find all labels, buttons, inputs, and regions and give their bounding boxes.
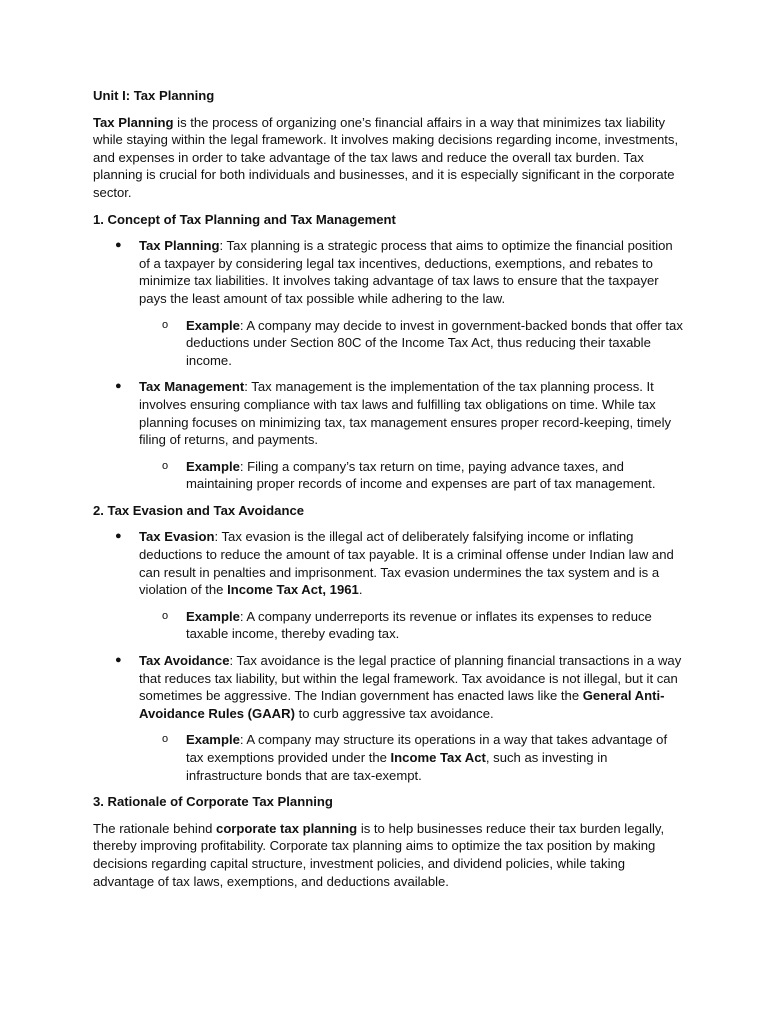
example-term: Example — [186, 317, 240, 333]
item-text-end: to curb aggressive tax avoidance. — [294, 705, 494, 721]
sub-list — [139, 458, 683, 493]
item-term: Tax Management — [139, 379, 245, 395]
bullet-dot: ● — [115, 654, 122, 667]
example-term: Example — [186, 458, 240, 474]
bullet-circle: o — [162, 733, 169, 746]
intro-text: is the process of organizing one’s financial affairs in a way that minimizes tax liability while staying within the legal framework. It involves making decisions regarding income, investments, and expenses in order to take advantage of the tax laws and reduce the overall tax burden. Tax planning is crucial for both individuals and businesses, and it is especially significant in the corporate sector. — [93, 114, 679, 200]
example-item — [139, 608, 683, 643]
list-item-tax-evasion — [93, 528, 683, 643]
section3-bold: corporate tax planning — [216, 820, 358, 836]
item-term: Tax Planning — [139, 238, 220, 254]
section3-text-end: is to help businesses reduce their tax burden legally, thereby improving profitability. Corporate tax planning aims to optimize the tax position by making decisions regarding capital structure, investment policies, and dividend policies, while taking advantage of tax laws, exemptions, and deductions available. — [93, 820, 665, 889]
section1-list — [93, 237, 683, 493]
intro-term: Tax Planning — [93, 114, 174, 130]
example-text: : A company may structure its operations in a way that takes advantage of tax exemptions provided under the — [186, 732, 668, 765]
example-text: : Filing a company’s tax return on time, paying advance taxes, and maintaining proper records of income and expenses are part of tax management. — [186, 458, 656, 492]
example-item — [139, 317, 683, 370]
intro-paragraph — [93, 114, 683, 202]
example-item — [139, 458, 683, 493]
document-title: Unit I: Tax Planning — [93, 88, 215, 103]
item-text: : Tax management is the implementation of the tax planning process. It involves ensuring compliance with tax laws and fulfilling tax obligations on time. While tax planning focuses on minimizing tax, tax management ensures proper record-keeping, timely filing of returns, and payments. — [139, 379, 672, 448]
bullet-circle: o — [162, 459, 169, 472]
item-bold-ref: Income Tax Act, 1961 — [227, 582, 359, 598]
example-term: Example — [186, 608, 240, 624]
sub-list — [139, 731, 683, 784]
example-text: : A company underreports its revenue or inflates its expenses to reduce taxable income, thereby evading tax. — [186, 608, 652, 642]
item-text-end: . — [358, 582, 363, 598]
item-text: : Tax avoidance is the legal practice of planning financial transactions in a way that reduces tax liability, but within the legal framework. Tax avoidance is not illegal, but it can sometimes be aggressive. The Indian government has enacted laws like the — [139, 653, 682, 704]
item-term: Tax Avoidance — [139, 653, 230, 669]
bullet-circle: o — [162, 318, 169, 331]
sub-list — [139, 317, 683, 370]
bullet-dot: ● — [115, 239, 122, 252]
example-term: Example — [186, 732, 240, 748]
bullet-dot: ● — [115, 380, 122, 393]
list-item-tax-avoidance — [93, 652, 683, 784]
example-item — [139, 731, 683, 784]
item-text: : Tax evasion is the illegal act of deliberately falsifying income or inflating deductions to reduce the amount of tax payable. It is a criminal offense under Indian law and can result in penalties and imprisonment. Tax evasion undermines the tax system and is a violation of the — [139, 529, 674, 598]
section2-heading: 2. Tax Evasion and Tax Avoidance — [93, 502, 305, 518]
bullet-circle: o — [162, 609, 169, 622]
item-bold-ref: General Anti-Avoidance Rules (GAAR) — [139, 688, 665, 721]
sub-list — [139, 608, 683, 643]
bullet-dot: ● — [115, 530, 122, 543]
section3-text: The rationale behind — [93, 820, 217, 836]
list-item-tax-management — [93, 378, 683, 493]
section3-heading: 3. Rationale of Corporate Tax Planning — [93, 794, 333, 810]
example-bold-ref: Income Tax Act — [390, 750, 486, 765]
item-text: : Tax planning is a strategic process that aims to optimize the financial position of a taxpayer by considering legal tax incentives, deductions, exemptions, and rebates to minimize tax liabilities. It involves taking advantage of tax laws to ensure that the taxpayer pays the least amount of tax possible while adhering to the law. — [139, 238, 673, 306]
section1-heading: 1. Concept of Tax Planning and Tax Management — [93, 211, 396, 227]
example-text-end: , such as investing in infrastructure bonds that are tax-exempt. — [186, 750, 608, 783]
example-text: : A company may decide to invest in government-backed bonds that offer tax deductions under Section 80C of the Income Tax Act, thus reducing their taxable income. — [186, 317, 683, 368]
section2-list — [93, 528, 683, 784]
list-item-tax-planning — [93, 237, 683, 369]
item-term: Tax Evasion — [139, 529, 215, 545]
section3-paragraph — [93, 820, 683, 890]
document-page — [93, 87, 683, 899]
